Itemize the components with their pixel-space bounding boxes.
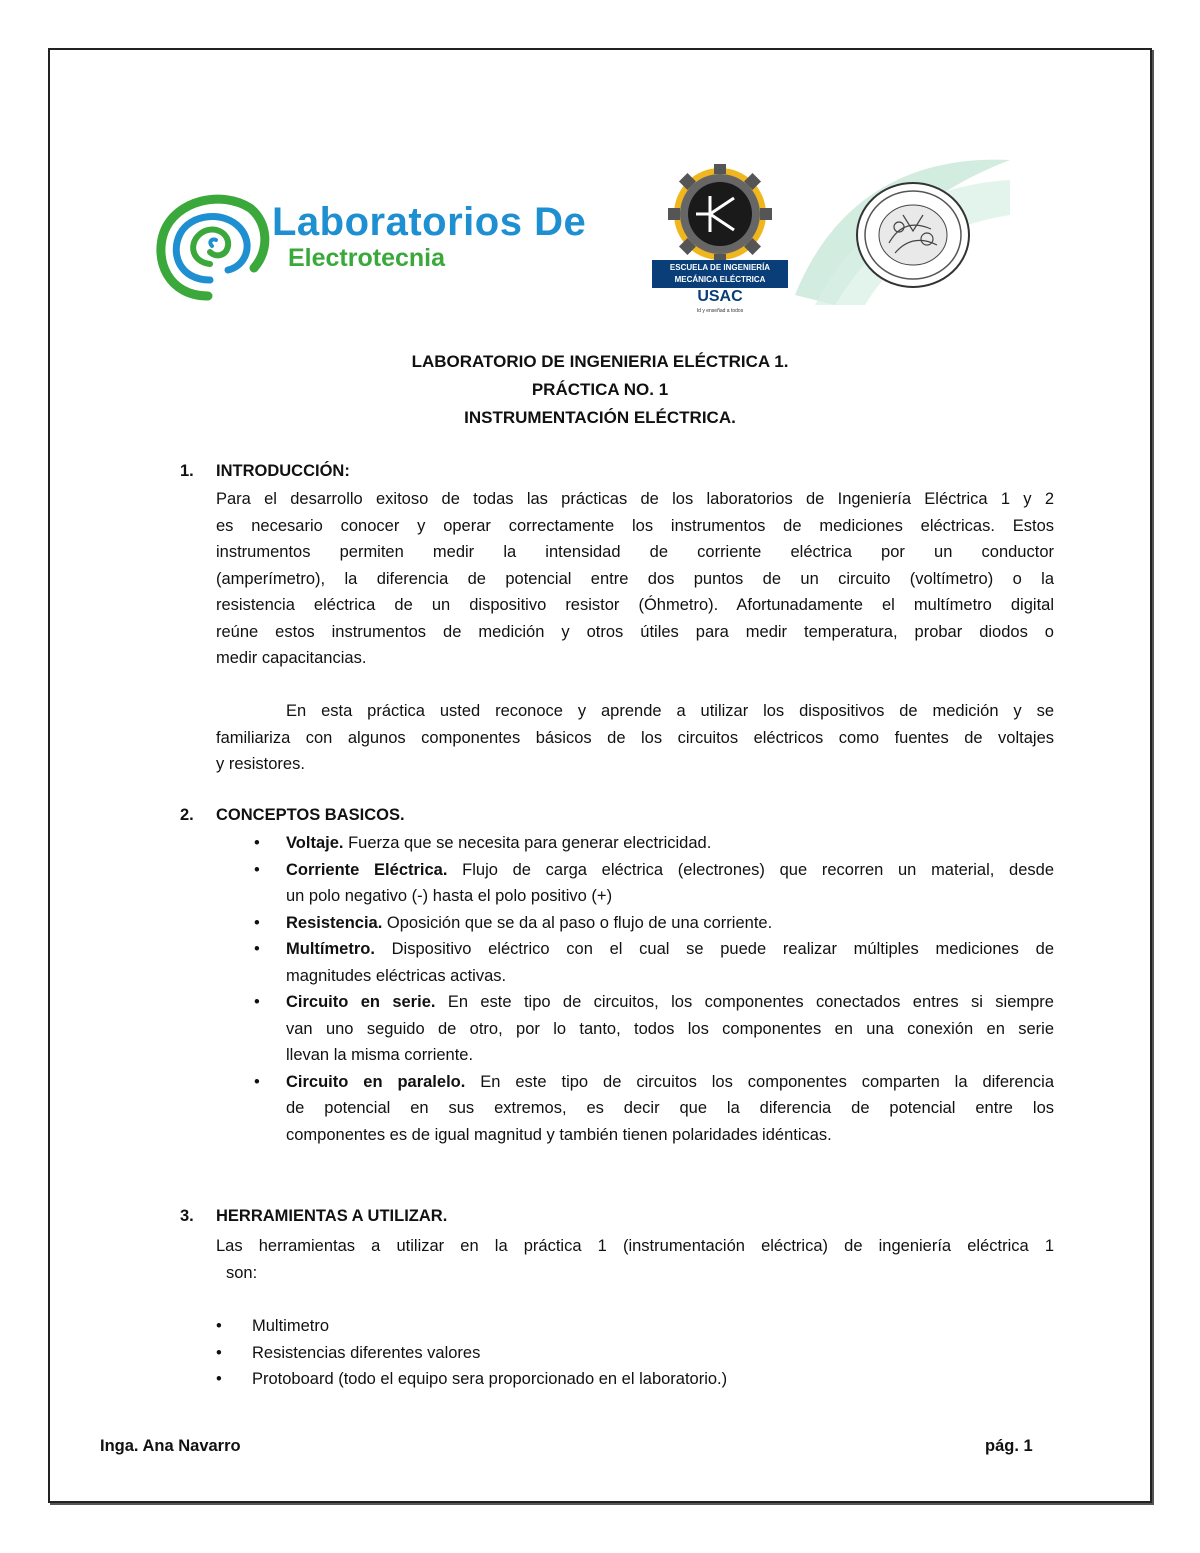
- concepts-list: [248, 830, 1054, 1148]
- logo-title-line2: Electrotecnia: [288, 244, 446, 272]
- tool-label: Protoboard (todo el equipo sera proporcionado en el laboratorio.): [252, 1370, 728, 1388]
- section3-number: 3.: [180, 1207, 194, 1225]
- concept-text: Oposición que se da al paso o flujo de una corriente.: [386, 913, 773, 932]
- electrotecnia-logo: [150, 188, 590, 303]
- list-item: [248, 910, 1054, 937]
- gear-icon: [652, 164, 788, 260]
- swirl-icon: [150, 188, 270, 303]
- bullet-icon: •: [216, 1343, 222, 1362]
- concept-text: Dispositivo eléctrico con el cual se puede realizar múltiples mediciones de: [391, 940, 1054, 958]
- concept-text: magnitudes eléctricas activas.: [286, 966, 507, 985]
- bullet-icon: •: [254, 860, 260, 879]
- paragraph-line: reúne estos instrumentos de medición y otros útiles para medir temperatura, probar diodos o: [216, 622, 1054, 641]
- usac-name: USAC: [697, 288, 743, 305]
- concept-term: Corriente Eléctrica.: [286, 860, 448, 879]
- paragraph-line: son:: [226, 1263, 258, 1282]
- tool-label: Multimetro: [252, 1317, 330, 1335]
- tool-label: Resistencias diferentes valores: [252, 1343, 481, 1362]
- list-item: [248, 936, 1054, 989]
- concept-text: En este tipo de circuitos los componentes comparten la diferencia: [480, 1072, 1054, 1091]
- concept-text: de potencial en sus extremos, es decir que la diferencia de potencial entre los: [286, 1099, 1054, 1117]
- concept-term: Resistencia.: [286, 913, 383, 932]
- bullet-icon: •: [254, 940, 260, 958]
- paragraph-line: es necesario conocer y operar correctamente los instrumentos de mediciones eléctricas. Estos: [216, 516, 1054, 535]
- section1-heading: INTRODUCCIÓN:: [216, 462, 350, 480]
- list-item: [212, 1366, 727, 1393]
- list-item: [212, 1340, 727, 1367]
- concept-term: Circuito en paralelo.: [286, 1072, 466, 1091]
- bullet-icon: •: [254, 1072, 260, 1091]
- title-line1: LABORATORIO DE INGENIERIA ELÉCTRICA 1.: [411, 352, 789, 371]
- concept-text: Fuerza que se necesita para generar electricidad.: [348, 834, 712, 852]
- concept-text: componentes es de igual magnitud y también tienen polaridades idénticas.: [286, 1125, 832, 1144]
- section3-heading: HERRAMIENTAS A UTILIZAR.: [216, 1207, 448, 1225]
- paragraph-line: medir capacitancias.: [216, 649, 367, 667]
- concept-text: llevan la misma corriente.: [286, 1046, 474, 1064]
- paragraph-line: En esta práctica usted reconoce y aprende a utilizar los dispositivos de medición y se: [286, 702, 1054, 720]
- bullet-icon: •: [254, 834, 260, 852]
- paragraph-line: Para el desarrollo exitoso de todas las prácticas de los laboratorios de Ingeniería Eléctrica 1 y 2: [216, 490, 1054, 508]
- concept-term: Multímetro.: [286, 940, 375, 958]
- usac-school-logo: [652, 164, 788, 316]
- concept-text: Flujo de carga eléctrica (electrones) que recorren un material, desde: [462, 860, 1054, 879]
- bullet-icon: •: [216, 1317, 222, 1335]
- bullet-icon: •: [254, 993, 260, 1011]
- paragraph-line: (amperímetro), la diferencia de potencial entre dos puntos de un circuito (voltímetro) o la: [216, 569, 1054, 588]
- list-item: [248, 857, 1054, 910]
- tools-list: [212, 1313, 727, 1393]
- usac-motto: Id y enseñad a todos: [696, 308, 744, 314]
- university-seal-logo: [795, 155, 1010, 305]
- concept-term: Voltaje.: [286, 834, 344, 852]
- list-item: [248, 1069, 1054, 1149]
- bullet-icon: •: [254, 913, 260, 932]
- concept-text: van uno seguido de otro, por lo tanto, todos los componentes en una conexión en serie: [286, 1019, 1054, 1038]
- list-item: [248, 830, 1054, 857]
- section1-number: 1.: [180, 462, 194, 480]
- concept-text: un polo negativo (-) hasta el polo positivo (+): [286, 887, 613, 905]
- concept-term: Circuito en serie.: [286, 993, 436, 1011]
- paragraph-line: y resistores.: [216, 755, 305, 773]
- paragraph-line: resistencia eléctrica de un dispositivo resistor (Óhmetro). Afortunadamente el multímetro digital: [216, 596, 1054, 614]
- paragraph-line: instrumentos permiten medir la intensidad de corriente eléctrica por un conductor: [216, 543, 1054, 561]
- footer-author: Inga. Ana Navarro: [100, 1437, 241, 1455]
- section2-heading: CONCEPTOS BASICOS.: [216, 806, 405, 824]
- section3-intro: [216, 1233, 1054, 1286]
- usac-school-band: ESCUELA DE INGENIERÍA MECÁNICA ELÉCTRICA: [652, 260, 788, 288]
- bullet-icon: •: [216, 1370, 222, 1388]
- paragraph-line: Las herramientas a utilizar en la práctica 1 (instrumentación eléctrica) de ingeniería eléctrica 1: [216, 1237, 1054, 1255]
- section1-paragraph2: [216, 698, 1054, 778]
- title-line2: PRÁCTICA NO. 1: [531, 380, 669, 399]
- list-item: [212, 1313, 727, 1340]
- paragraph-line: familiariza con algunos componentes básicos de los circuitos eléctricos como fuentes de voltajes: [216, 728, 1054, 747]
- concept-text: En este tipo de circuitos, los componentes conectados entres si siempre: [447, 993, 1054, 1011]
- logo-title-line1: Laboratorios De: [272, 200, 587, 244]
- seal-icon: [795, 155, 1010, 305]
- list-item: [248, 989, 1054, 1069]
- section2-number: 2.: [180, 806, 194, 824]
- section1-paragraph1: [216, 486, 1054, 672]
- footer-page-number: pág. 1: [985, 1437, 1033, 1455]
- title-line3: INSTRUMENTACIÓN ELÉCTRICA.: [464, 408, 736, 427]
